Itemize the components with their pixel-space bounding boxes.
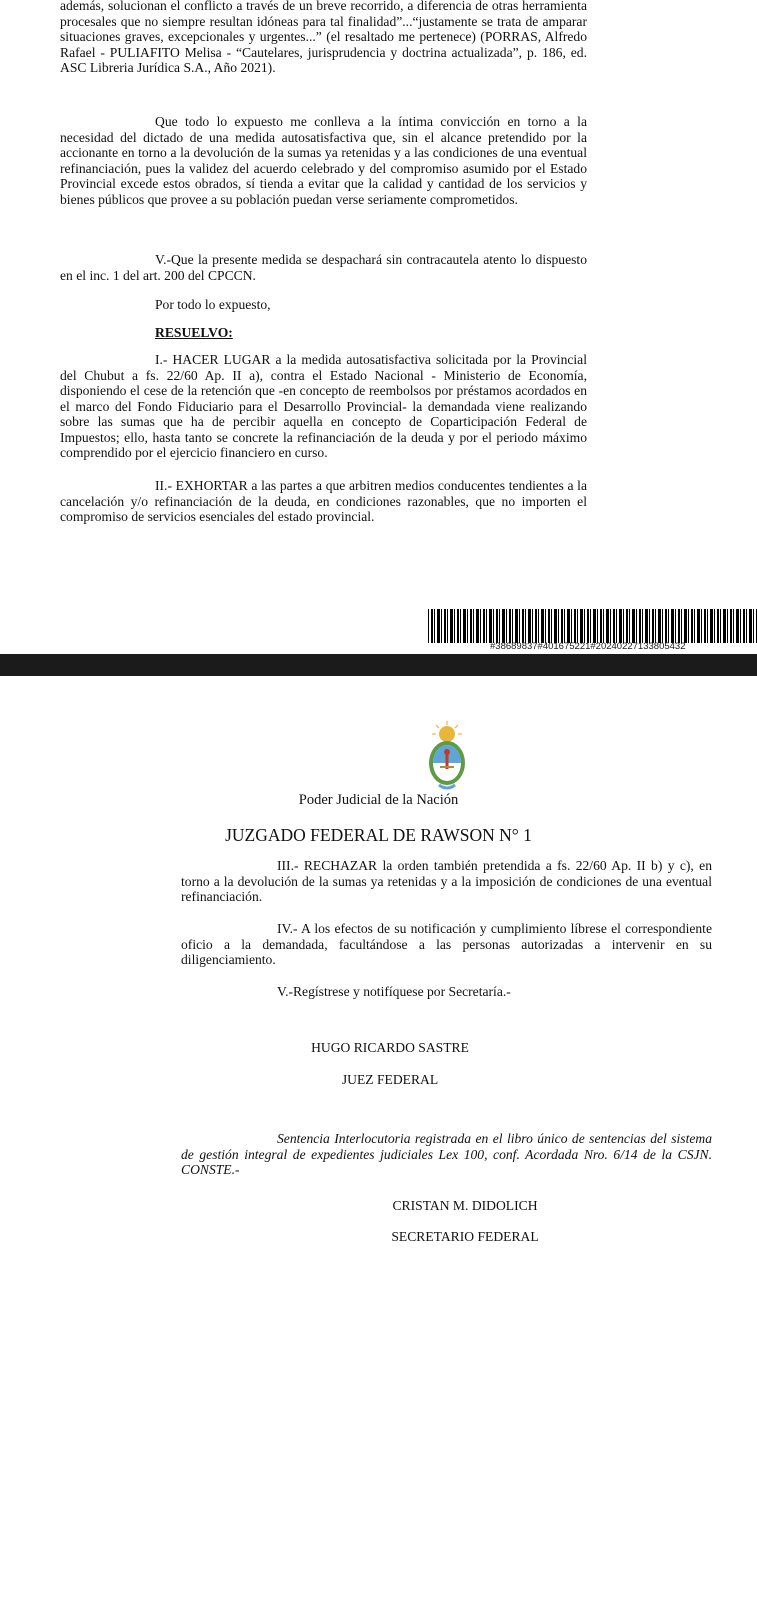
- secretary-title: SECRETARIO FEDERAL: [391, 1229, 539, 1244]
- judge-title: JUEZ FEDERAL: [341, 1072, 439, 1087]
- resuelvo-heading: RESUELVO:: [155, 325, 233, 340]
- conviction-paragraph: Que todo lo expuesto me conlleva a la íntima convicción en torno a la necesidad del dictado de una medida autosatisfactiva que, sin el alcance pretendido por la accionante en torno a la devolución de la sumas ya retenidas y a las condiciones de una eventual refinanciación, pues la validez del acuerdo celebrado y del compromiso asumido por el Estado Provincial excede estos obrados, sí tienda a evitar que la calidad y cantidad de los servicios y bienes públicos que provee a su población puedan verse seriamente comprometidos.: [60, 114, 587, 207]
- paragraph-i-hacer-lugar: I.- HACER LUGAR a la medida autosatisfactiva solicitada por la Provincial del Chubut a fs. 22/60 Ap. II a), contra el Estado Nacional - Ministerio de Economía, disponiendo el cese de la retención que -en concepto de reembolsos por préstamos acordados en el marco del Fondo Fiduciario para el Desarrollo Provincial- la demandada viene realizando sobre las sumas que ha de percibir aquella en concepto de Coparticipación Federal de Impuestos; ello, hasta tanto se concrete la refinanciación de la deuda y por el periodo máximo comprendido por el ejercicio financiero en curso.: [60, 352, 587, 460]
- document-page-2: [0, 676, 757, 1600]
- secretary-name: CRISTAN M. DIDOLICH: [392, 1198, 538, 1213]
- paragraph-iii-rechazar: III.- RECHAZAR la orden también pretendida a fs. 22/60 Ap. II b) y c), en torno a la devolución de la sumas ya retenidas y a la imposición de condiciones de una eventual refinanciación.: [181, 858, 712, 904]
- registry-note: Sentencia Interlocutoria registrada en el libro único de sentencias del sistema de gestión integral de expedientes judiciales Lex 100, conf. Acordada Nro. 6/14 de la CSJN. CONSTE.-: [181, 1131, 712, 1177]
- paragraph-v-contracautela: V.-Que la presente medida se despachará sin contracautela atento lo dispuesto en el inc. 1 del art. 200 del CPCCN.: [60, 252, 587, 283]
- document-page-1: [0, 0, 757, 654]
- paragraph-ii-exhortar: II.- EXHORTAR a las partes a que arbitren medios conducentes tendientes a la cancelación y/o refinanciación de la deuda, en condiciones razonables, que no importen el compromiso de servicios esenciales del estado provincial.: [60, 478, 587, 524]
- national-coat-of-arms-icon: [423, 719, 471, 793]
- paragraph-iv-notificacion: IV.- A los efectos de su notificación y cumplimiento líbrese el correspondiente oficio a la demandada, facultándose a las personas autorizadas a intervenir en su diligenciamiento.: [181, 921, 712, 967]
- institution-name: Poder Judicial de la Nación: [298, 792, 459, 808]
- paragraph-v-registrese: V.-Regístrese y notifíquese por Secretaría.-: [277, 984, 511, 999]
- por-todo-lo-expuesto: Por todo lo expuesto,: [155, 297, 271, 312]
- court-name: JUZGADO FEDERAL DE RAWSON N° 1: [225, 825, 532, 845]
- judge-name: HUGO RICARDO SASTRE: [311, 1040, 469, 1055]
- barcode-number: #38689837#401675221#20240227133805432: [490, 641, 686, 652]
- barcode: [428, 609, 757, 643]
- quote-paragraph: además, solucionan el conflicto a través de un breve recorrido, a diferencia de otras herramienta procesales que no siempre resultan idóneas para tal finalidad”...“justamente se trata de amparar situaciones graves, excepcionales y urgentes...” (el resaltado me pertenece) (PORRAS, Alfredo Rafael - PULIAFITO Melisa - “Cautelares, jurisprudencia y doctrina actualizada”, p. 186, ed. ASC Libreria Jurídica S.A., Año 2021).: [60, 0, 587, 75]
